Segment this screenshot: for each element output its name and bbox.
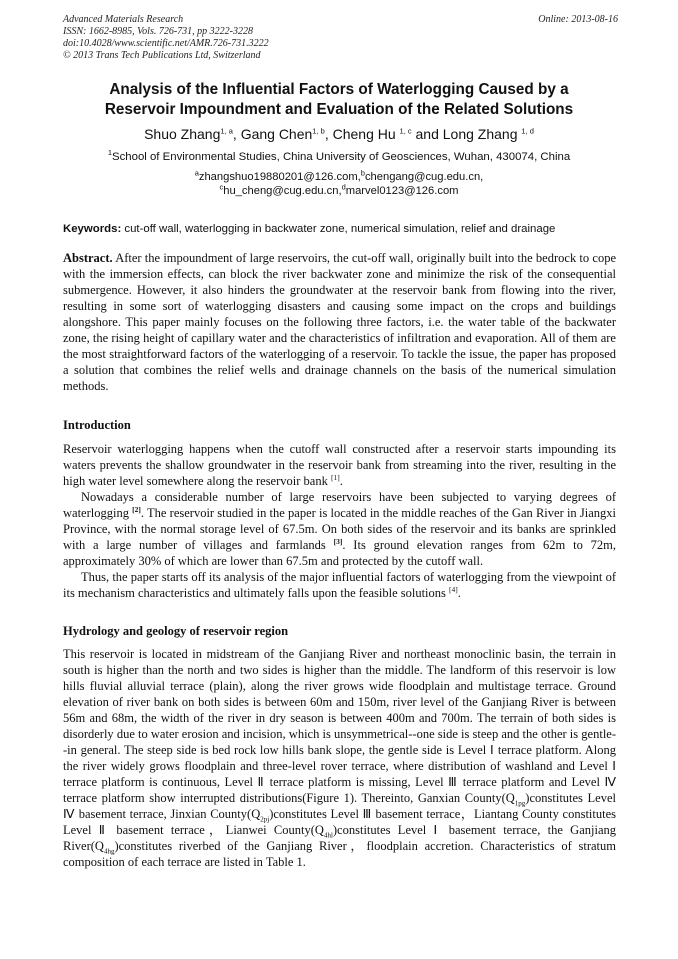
journal-name: Advanced Materials Research xyxy=(63,14,184,25)
copyright-line: © 2013 Trans Tech Publications Ltd, Switzerland xyxy=(63,50,261,61)
subscript: 4hl xyxy=(323,831,333,840)
paragraph-text: This reservoir is located in midstream of the Ganjiang River and northeast monoclinic basin, the terrain in south is higher than the north and two sides is higher than the middle. The landform of this reservoir is low hills fluvial alluvial terrace (plain), along the river grows wide floodplain and multistage terrace. Ground elevation of river bank on both sides is between 60m and 150m, river level of the Ganjiang River is between 56m and 68m, the width of the river in dry season is between 400m and 700m. The terrain of both sides is disorderly due to water erosion and incision, which is unsymmetrical--one side is steep and the other is gentle--in general. The steep side is bed rock low hills bank slope, the gentle side is Level Ⅰ terrace platform. Along the river widely grows floodplain and three-level rover terrace, where distribution of washland and Level Ⅰ terrace platform is continuous, Level Ⅱ terrace platform is missing, Level Ⅲ terrace platform and Level Ⅳ terrace platform show interrupted distributions(Figure 1). Thereinto, Ganxian County(Q xyxy=(63,647,616,805)
keywords-label: Keywords: xyxy=(63,223,122,235)
doi-line: doi:10.4028/www.scientific.net/AMR.726-731.3222 xyxy=(63,38,269,49)
citation: [2] xyxy=(132,504,141,514)
paragraph-text: Thus, the paper starts off its analysis of the major influential factors of waterlogging from the viewpoint of its mechanism characteristics and ultimately falls upon the feasible solutions xyxy=(63,570,616,600)
title-line-2: Reservoir Impoundment and Evaluation of the Related Solutions xyxy=(104,101,574,118)
abstract-text: After the impoundment of large reservoirs, the cut-off wall, originally built into the bedrock to cope with the immersion effects, can block the river backwater zone and minimize the risk of the consequential submergence. However, it also hinders the groundwater at the reservoir bank from flowing into the river, resulting in some sort of waterlogging disasters and causing some impact on the crops and buildings alongshore. This paper mainly focuses on the following three factors, i.e. the water table of the backwater zone, the rising height of capillary water and the characteristics of infiltration and evaporation. All of them are the most straightforward factors of the waterlogging of a reservoir. To tackle the issue, the paper has proposed a solution that combines the relief wells and drainage channels on the basis of the numerical simulation methods. xyxy=(63,251,616,393)
email-b: chengang@cug.edu.cn, xyxy=(364,171,484,183)
subscript: 2pj xyxy=(260,815,270,824)
author-name: Cheng Hu xyxy=(332,126,400,142)
author-name: Gang Chen xyxy=(240,126,313,142)
hydrology-body xyxy=(63,646,616,870)
author-affil-mark: 1, a xyxy=(220,126,233,136)
email-line-2 xyxy=(63,184,615,198)
author-name: Long Zhang xyxy=(442,126,522,142)
paragraph xyxy=(63,569,616,601)
paragraph xyxy=(63,489,616,569)
citation: [1] xyxy=(330,472,340,482)
author-list xyxy=(63,125,615,143)
paragraph-text: )constitutes Level Ⅲ basement terrace，Liantang County constitutes Level Ⅱ basement terrace，Lianwei County(Q xyxy=(63,807,617,837)
hydrology-heading: Hydrology and geology of reservoir region xyxy=(63,624,289,638)
introduction-heading: Introduction xyxy=(63,418,131,432)
keywords-text: cut-off wall, waterlogging in backwater zone, numerical simulation, relief and drainage xyxy=(121,223,556,235)
author-affil-mark: 1, b xyxy=(312,126,325,136)
issn-line: ISSN: 1662-8985, Vols. 726-731, pp 3222-3228 xyxy=(63,26,253,37)
author-separator: , xyxy=(324,126,333,142)
citation: [3] xyxy=(333,536,343,546)
email-d: marvel0123@126.com xyxy=(345,185,459,197)
author-name: Shuo Zhang xyxy=(144,126,221,142)
author-separator: , xyxy=(232,126,241,142)
subscript: 1pg xyxy=(514,799,526,808)
email-mark: d xyxy=(341,182,346,192)
author-affil-mark: 1, c xyxy=(399,126,412,136)
citation: [4] xyxy=(449,584,458,594)
author-affil-mark: 1, d xyxy=(521,126,534,136)
introduction-body xyxy=(63,441,616,601)
keywords xyxy=(63,222,618,236)
email-c: hu_cheng@cug.edu.cn, xyxy=(223,185,342,197)
author-separator: and xyxy=(411,126,443,142)
paragraph-text: )constitutes riverbed of the Ganjiang River，floodplain accretion. Characteristics of stratum composition of each terrace are listed in Table 1. xyxy=(63,839,616,869)
title-line-1: Analysis of the Influential Factors of Waterlogging Caused by a xyxy=(109,81,569,98)
email-mark: c xyxy=(219,182,224,192)
paragraph-text: )constitutes Level Ⅳ basement terrace, Jinxian County(Q xyxy=(63,791,616,821)
paragraph xyxy=(63,441,616,489)
paper-title xyxy=(63,80,615,120)
email-mark: b xyxy=(360,168,365,178)
abstract-label: Abstract. xyxy=(63,251,113,265)
email-list xyxy=(63,170,615,198)
email-a: zhangshuo19880201@126.com, xyxy=(198,171,361,183)
paragraph-text: Reservoir waterlogging happens when the cutoff wall constructed after a reservoir starts impounding its waters prevents the shallow groundwater in the reservoir bank from streaming into the river, resulting in the high water level somewhere along the reservoir bank xyxy=(63,442,616,488)
abstract xyxy=(63,250,616,394)
paragraph xyxy=(63,646,616,870)
email-mark: a xyxy=(194,168,199,178)
affiliation xyxy=(63,150,615,165)
paragraph-text: . xyxy=(457,586,461,600)
paragraph-text: )constitutes Level Ⅰ basement terrace, the Ganjiang River(Q xyxy=(63,823,616,853)
affiliation-mark: 1 xyxy=(107,148,112,158)
subscript: 4hg xyxy=(103,847,115,856)
email-line-1 xyxy=(63,170,615,184)
paragraph-text: . The reservoir studied in the paper is located in the middle reaches of the Gan River in Jiangxi Province, with the normal storage level of 67.5m. On both sides of the reservoir and its banks are sprinkled with a large number of villages and farmlands xyxy=(63,506,616,552)
paragraph-text: . xyxy=(339,474,343,488)
paragraph-text: Nowadays a considerable number of large reservoirs have been subjected to varying degrees of waterlogging xyxy=(63,490,616,520)
affiliation-text: School of Environmental Studies, China University of Geosciences, Wuhan, 430074, China xyxy=(111,151,571,163)
journal-header xyxy=(63,14,618,62)
online-date: Online: 2013-08-16 xyxy=(538,14,618,25)
paragraph-text: . Its ground elevation ranges from 62m to 72m, approximately 30% of which are lower than 67.5m and protected by the cutoff wall. xyxy=(63,538,616,568)
